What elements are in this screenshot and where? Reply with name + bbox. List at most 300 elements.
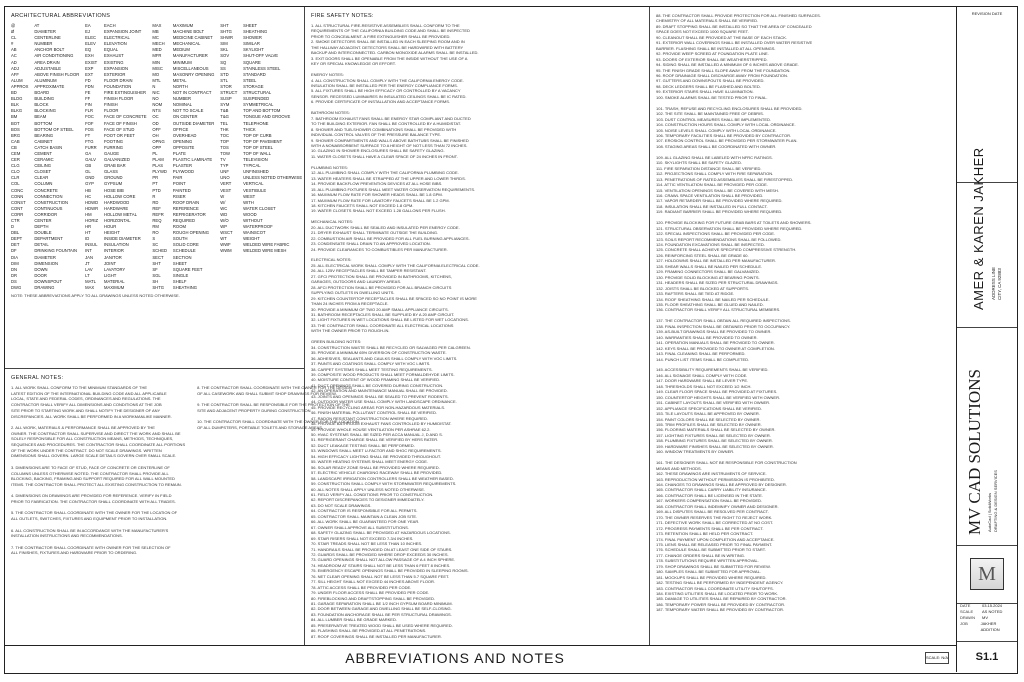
abbreviation-code: CER: [11, 157, 20, 163]
note-line: SENSOR. RECESSED LUMINAIRES IN INSULATED CEILINGS SHALL BE IC RATED.: [311, 93, 467, 99]
abbreviation-code: RD: [152, 199, 159, 205]
abbreviation-code: SHTG: [220, 29, 232, 35]
abbreviation-code: CLR: [11, 175, 20, 181]
note-line: GARAGES, OUTDOORS AND LAUNDRY AREAS.: [311, 279, 402, 285]
abbreviation-code: VERT: [220, 181, 232, 187]
note-line: THAN 24 INCHES FROM A RECEPTACLE.: [311, 301, 389, 307]
firm-block: [957, 327, 1017, 546]
abbreviation-meaning: SHUT-OFF VALVE: [243, 53, 279, 59]
project-info-value: 03.15.2024: [982, 603, 1003, 608]
abbreviation-meaning: UNLESS NOTED OTHERWISE: [243, 175, 303, 181]
abbreviation-meaning: OFFICE: [172, 126, 189, 132]
note-line: 173. RETENTION SHALL BE HELD PER CONTRACT.: [656, 531, 754, 537]
note-line: 56. SOLAR READY ZONE SHALL BE PROVIDED WHERE REQUIRED.: [311, 464, 440, 470]
abbreviation-meaning: FACE OF STUD: [103, 126, 135, 132]
abbreviation-code: CONST: [11, 199, 26, 205]
note-line: 13. WATER HEATERS SHALL BE STRAPPED AT THE UPPER AND LOWER THIRDS.: [311, 175, 466, 181]
note-line: 9. THE CONTRACTOR SHALL BE RESPONSIBLE FOR THE PROTECTION OF THE: [197, 402, 350, 408]
abbreviation-meaning: MAXIMUM: [103, 285, 125, 291]
note-line: 180. SAMPLES SHALL BE SUBMITTED FOR APPROVAL.: [656, 569, 761, 575]
note-line: 185. DAMAGE TO UTILITIES SHALL BE REPAIRED BY CONTRACTOR.: [656, 596, 787, 602]
abbreviation-meaning: METAL: [172, 77, 187, 83]
abbreviation-meaning: STAINLESS STEEL: [243, 65, 281, 71]
note-line: 158. PLUMBING FIXTURES SHALL BE SELECTED BY OWNER.: [656, 438, 773, 444]
note-line: ALL FINISHES, FIXTURES AND HARDWARE PRIOR TO ORDERING.: [11, 550, 138, 556]
note-line: ELECTRICAL NOTES:: [311, 257, 352, 263]
abbreviation-code: INSUL: [85, 242, 98, 248]
abbreviation-meaning: AIR CONDITIONING: [34, 53, 74, 59]
abbreviation-meaning: PAIR: [172, 175, 183, 181]
abbreviation-meaning: OPPOSITE: [172, 144, 195, 150]
abbreviation-meaning: CERAMIC: [34, 157, 54, 163]
abbreviation-code: FURR: [85, 144, 97, 150]
note-line: OF ALL CASEWORK AND SHALL SUBMIT SHOP DRAWINGS FOR REVIEW.: [197, 390, 337, 396]
note-line: 6. PROVIDE CERTIFICATE OF INSTALLATION AND ACCEPTANCE FORMS.: [311, 99, 450, 105]
abbreviation-code: SC: [152, 242, 159, 248]
abbreviation-meaning: NUMBER: [34, 41, 53, 47]
note-line: 6. ALL CONSTRUCTION SHALL BE IN ACCORDANCE WITH THE MANUFACTURER'S: [11, 527, 169, 533]
note-line: 77. SILL HEIGHT SHALL NOT EXCEED 44 INCHES ABOVE FLOOR.: [311, 579, 436, 585]
abbreviation-meaning: WEST: [243, 193, 256, 199]
abbreviation-meaning: TONGUE AND GROOVE: [243, 114, 291, 120]
abbreviation-code: MECH: [152, 41, 165, 47]
abbreviation-meaning: BOARD: [34, 90, 50, 96]
abbreviation-code: AFF: [11, 71, 19, 77]
note-line: 125. CONCRETE SHALL ACHIEVE SPECIFIED COMPRESSIVE STRENGTH.: [656, 247, 797, 253]
note-line: 101. TRASH, REFUSE AND RECYCLING ENCLOSURES SHALL BE PROVIDED.: [656, 105, 803, 111]
note-line: 27. GFCI PROTECTION SHALL BE PROVIDED IN BATHROOMS, KITCHENS,: [311, 273, 452, 279]
abbreviation-meaning: SQUARE: [243, 59, 261, 65]
abbreviation-code: W/: [220, 199, 226, 205]
abbreviation-code: MC: [152, 35, 159, 41]
note-line: 54. HIGH EFFICACY LIGHTING SHALL BE PROVIDED THROUGHOUT.: [311, 453, 441, 459]
abbreviation-code: UNO: [220, 175, 230, 181]
project-info: [957, 603, 1017, 642]
note-line: 12. ALL PLUMBING SHALL COMPLY WITH THE CALIFORNIA PLUMBING CODE.: [311, 170, 459, 176]
abbreviation-code: STL: [220, 77, 228, 83]
note-line: 154. PAINT COLORS SHALL BE SELECTED BY OWNER.: [656, 416, 761, 422]
note-line: 179. SHOP DRAWINGS SHALL BE SUBMITTED FOR REVIEW.: [656, 563, 771, 569]
abbreviation-meaning: MISCELLANEOUS: [172, 65, 209, 71]
note-line: 34. CONSTRUCTION WASTE SHALL BE RECYCLED OR SALVAGED PER CALGREEN.: [311, 344, 471, 350]
abbreviation-meaning: DOWNSPOUT: [34, 278, 62, 284]
note-line: 113. PENETRATIONS OF RATED ASSEMBLIES SHALL BE FIRESTOPPED.: [656, 176, 794, 182]
abbreviation-code: HB: [85, 187, 91, 193]
abbreviation-code: W/O: [220, 218, 229, 223]
note-line: 134. ROOF SHEATHING SHALL BE NAILED PER SCHEDULE.: [656, 296, 770, 302]
abbreviation-code: PTD: [152, 187, 161, 193]
note-line: 29. KITCHEN COUNTERTOP RECEPTACLES SHALL BE SPACED SO NO POINT IS MORE: [311, 295, 477, 301]
general-notes-left: [5, 385, 191, 556]
note-line: 58. LANDSCAPE IRRIGATION CONTROLLERS SHALL BE WEATHER BASED.: [311, 475, 454, 481]
abbreviation-meaning: REQUIRED: [172, 218, 196, 223]
abbreviation-code: LT: [85, 272, 90, 278]
abbreviation-meaning: VESTIBULE: [243, 187, 267, 193]
abbreviation-meaning: CENTER: [34, 218, 52, 223]
note-line: 3. EXIT DOORS SHALL BE OPENABLE FROM THE INSIDE WITHOUT THE USE OF A: [311, 55, 468, 61]
note-line: ITEMS. THE CONTRACTOR SHALL PROTECT ALL EXISTING CONSTRUCTION TO REMAIN.: [11, 481, 182, 487]
note-line: 38. CARPET SYSTEMS SHALL MEET TESTING REQUIREMENTS.: [311, 366, 433, 372]
note-line: 171. DEFECTIVE WORK SHALL BE CORRECTED AT NO COST.: [656, 520, 774, 526]
note-line: 52. DUCT LEAKAGE TESTING SHALL BE PERFORMED.: [311, 442, 415, 448]
abbreviation-meaning: FOOT OR FEET: [103, 132, 135, 138]
abbreviation-meaning: MINIMUM: [172, 59, 192, 65]
abbreviation-meaning: HOUR: [103, 224, 117, 230]
abbreviation-code: DEPT: [11, 236, 23, 242]
note-line: 28. AFCI PROTECTION SHALL BE PROVIDED FOR ALL BRANCH CIRCUITS: [311, 284, 452, 290]
note-line: 129. FRAMING CONNECTORS SHALL BE GALVANIZED.: [656, 269, 760, 275]
abbreviation-code: NTS: [152, 108, 161, 114]
abbreviation-meaning: STRUCTURAL: [243, 90, 272, 96]
abbreviation-code: OPNG: [152, 138, 165, 144]
abbreviation-meaning: VERTICAL: [243, 181, 264, 187]
note-line: 166. CONTRACTOR SHALL BE LICENSED IN THE STATE.: [656, 492, 763, 498]
abbreviation-code: SCHED: [152, 248, 168, 254]
sheet-title-bar: [5, 645, 957, 668]
note-line: 62. REPORT DISCREPANCIES TO DESIGNER IMMEDIATELY.: [311, 497, 425, 503]
abbreviation-code: DIM: [11, 260, 19, 266]
note-line: 87. ROOF COVERINGS SHALL BE INSTALLED PER MANUFACTURER.: [311, 633, 442, 639]
abbreviation-code: SH: [152, 278, 159, 284]
note-line: INSTALLATION INSTRUCTIONS AND RECOMMENDATIONS.: [11, 533, 123, 539]
note-line: 139. AS-BUILT DRAWINGS SHALL BE PROVIDED TO OWNER.: [656, 329, 772, 335]
abbreviations-footnote: NOTE: THESE ABBREVIATIONS APPLY TO ALL DRAWINGS UNLESS NOTED OTHERWISE.: [11, 293, 180, 299]
abbreviation-code: FLR: [85, 108, 93, 114]
abbreviation-meaning: WELDED WIRE FABRIC: [243, 242, 290, 248]
note-line: 104. CONSTRUCTION HOURS SHALL COMPLY WITH LOCAL ORDINANCE.: [656, 122, 796, 128]
abbreviation-meaning: PAINTED: [172, 187, 191, 193]
abbreviation-code: HDWR: [85, 205, 99, 211]
note-line: ALL OUTLETS, SWITCHES, FIXTURES AND EQUIPMENT PRIOR TO INSTALLATION.: [11, 516, 168, 522]
note-line: 102. THE SITE SHALL BE MAINTAINED FREE OF DEBRIS.: [656, 111, 764, 117]
abbreviation-code: MB: [152, 29, 159, 35]
abbreviation-code: S: [152, 236, 156, 242]
firm-name: MV CAD SOLUTIONS: [965, 369, 984, 535]
note-line: THE HALLWAY ADJACENT. DETECTORS SHALL BE HARDWIRED WITH BATTERY: [311, 44, 464, 50]
note-line: BARRIER. FLASHING SHALL BE INSTALLED AT ALL OPENINGS.: [656, 45, 776, 51]
abbreviation-meaning: ADJUSTABLE: [34, 65, 61, 71]
abbreviation-meaning: MAXIMUM: [172, 23, 194, 28]
abbreviation-meaning: BLOCKING: [34, 108, 56, 114]
abbreviation-code: SGL: [152, 272, 161, 278]
note-line: KEY OR SPECIAL KNOWLEDGE OR EFFORT.: [311, 61, 396, 67]
abbreviation-meaning: HARDWARE: [103, 205, 129, 211]
abbreviation-meaning: EACH: [103, 23, 116, 28]
note-line: 36. ADHESIVES, SEALANTS AND CAULKS SHALL COMPLY WITH VOC LIMITS.: [311, 355, 458, 361]
note-line: 7. THE CONTRACTOR SHALL COORDINATE WITH OWNER FOR THE SELECTION OF: [11, 544, 171, 550]
project-info-value: AS NOTED: [982, 609, 1003, 614]
abbreviation-code: T&G: [220, 114, 229, 120]
abbreviation-code: OC: [152, 114, 159, 120]
abbreviation-code: DS: [11, 278, 17, 284]
general-notes-heading: GENERAL NOTES:: [11, 375, 64, 381]
note-line: 161. THE DESIGNER SHALL NOT BE RESPONSIBLE FOR CONSTRUCTION: [656, 460, 797, 466]
abbreviation-code: HDWD: [85, 199, 99, 205]
note-line: MECHANICAL NOTES:: [311, 219, 354, 225]
note-line: 11. WATER CLOSETS SHALL HAVE A CLEAR SPACE OF 24 INCHES IN FRONT.: [311, 153, 458, 159]
abbreviation-code: TOS: [220, 144, 229, 150]
note-line: 96. ROOF DRAINAGE SHALL DISCHARGE AWAY FROM FOUNDATION.: [656, 72, 789, 78]
note-line: 120. PROVIDE BLOCKING FOR FUTURE GRAB BARS AT TOILETS AND SHOWERS.: [656, 220, 812, 226]
abbreviation-meaning: STORAGE: [243, 83, 264, 89]
abbreviation-code: HT: [85, 230, 91, 236]
note-line: 4. DIMENSIONS ON DRAWINGS ARE PROVIDED FOR REFERENCE. VERIFY IN FIELD: [11, 493, 172, 499]
project-info-value: MV: [982, 615, 988, 620]
note-line: 183. CONTRACTOR SHALL COORDINATE UTILITY SHUTOFFS.: [656, 585, 774, 591]
abbreviation-meaning: ON CENTER: [172, 114, 198, 120]
abbreviation-code: WWF: [220, 242, 231, 248]
note-line: 69. STAIR RISERS SHALL NOT EXCEED 7-3/4 INCHES.: [311, 535, 414, 541]
abbreviation-meaning: REFRIGERATOR: [172, 211, 206, 217]
abbreviation-code: CLO: [11, 169, 20, 175]
note-line: 105. NOISE LEVELS SHALL COMPLY WITH LOCAL ORDINANCE.: [656, 127, 777, 133]
project-info-label: JOB: [960, 621, 968, 626]
abbreviation-code: JAN: [85, 254, 93, 260]
abbreviation-code: EXIST: [85, 59, 98, 65]
note-line: 1. ALL WORK SHALL CONFORM TO THE MINIMUM STANDARDS OF THE: [11, 385, 148, 390]
abbreviations-table: [11, 23, 304, 291]
note-line: 163. REPRODUCTION WITHOUT PERMISSION IS PROHIBITED.: [656, 476, 775, 482]
abbreviation-meaning: WATERPROOF: [243, 224, 273, 230]
abbreviation-meaning: SHOWER: [243, 35, 262, 41]
note-line: 45. PROVIDE RECYCLING AREAS FOR NON-HAZARDOUS MATERIALS.: [311, 404, 446, 410]
note-line: 162. THESE DRAWINGS ARE INSTRUMENTS OF SERVICE.: [656, 471, 767, 477]
note-line: 5. ALL FIXTURES SHALL BE HIGH EFFICACY OR CONTROLLED BY A VACANCY: [311, 88, 461, 94]
note-line: 176. SCHEDULE SHALL BE SUBMITTED PRIOR TO START.: [656, 547, 766, 553]
note-line: 25. ALL ELECTRICAL WORK SHALL COMPLY WITH THE CALIFORNIA ELECTRICAL CODE.: [311, 262, 480, 268]
note-line: 124. FOUNDATION EXCAVATIONS SHALL BE INSPECTED.: [656, 242, 765, 248]
note-line: INSULATION SHALL BE INSTALLED PER THE ENERGY COMPLIANCE FORMS.: [311, 82, 458, 88]
abbreviation-code: SHT: [220, 23, 229, 28]
abbreviation-code: PL: [152, 150, 158, 156]
abbreviation-meaning: GRAB BAR: [103, 163, 126, 169]
abbreviation-code: BOT: [11, 120, 20, 126]
note-line: 68. SAFETY GLAZING SHALL BE PROVIDED AT HAZARDOUS LOCATIONS.: [311, 530, 451, 536]
abbreviation-code: SHWR: [220, 35, 234, 41]
revision-block: [957, 7, 1017, 183]
note-line: 151. CABINET LAYOUTS SHALL BE VERIFIED WITH OWNER.: [656, 400, 771, 406]
firm-logo: [957, 545, 1017, 604]
note-line: 172. PROGRESS PAYMENTS SHALL BE PER CONTRACT.: [656, 525, 764, 531]
abbreviation-meaning: CLEAR: [34, 175, 49, 181]
abbreviation-code: DR: [11, 272, 18, 278]
abbreviation-code: [220, 285, 239, 291]
abbreviation-meaning: MATERIAL: [103, 278, 125, 284]
abbreviation-code: HC: [85, 193, 92, 199]
abbreviation-code: MFR: [152, 53, 162, 59]
note-line: 98. DECK LEDGERS SHALL BE FLASHED AND BOLTED.: [656, 83, 761, 89]
abbreviation-code: WT: [220, 236, 227, 242]
abbreviation-code: N: [152, 83, 156, 89]
abbreviation-meaning: CABINET: [34, 138, 53, 144]
abbreviation-meaning: NORTH: [172, 83, 188, 89]
abbreviation-meaning: HEIGHT: [103, 230, 120, 236]
abbreviation-code: STRUCT: [220, 90, 238, 96]
abbreviation-code: FTG: [85, 138, 94, 144]
note-line: 147. DOOR HARDWARE SHALL BE LEVER TYPE.: [656, 378, 749, 384]
abbreviation-meaning: MEDIUM: [172, 47, 190, 53]
abbreviation-meaning: TOP OF PAVEMENT: [243, 138, 283, 144]
note-line: 116. CRAWL SPACE VENTILATION SHALL BE PROVIDED.: [656, 192, 764, 198]
note-line: 133. RAFTERS SHALL BE TIED AT RIDGE.: [656, 291, 735, 297]
note-line: 10. THE CONTRACTOR SHALL COORDINATE WITH THE OWNER FOR THE LOCATION: [197, 419, 359, 425]
note-line: 66. ALL WORK SHALL BE GUARANTEED FOR ONE YEAR.: [311, 519, 420, 525]
note-line: 100. SMOKE ALARMS SHALL BE TESTED PRIOR TO FINAL.: [656, 94, 768, 100]
note-line: 8. THE CONTRACTOR SHALL COORDINATE WITH THE OWNER FOR THE DESIGN: [197, 385, 352, 390]
abbreviation-code: NIC: [152, 90, 160, 96]
abbreviation-meaning: SKYLIGHT: [243, 47, 264, 53]
abbreviation-code: STOR: [220, 83, 232, 89]
note-line: 16. MAXIMUM FLOW RATE FOR SHOWER HEADS SHALL BE 1.8 GPM.: [311, 192, 443, 198]
note-line: 95. THE FINISH GRADE SHALL SLOPE AWAY FROM THE FOUNDATION.: [656, 67, 791, 73]
note-line: 178. SUBSTITUTIONS REQUIRE WRITTEN APPROVAL.: [656, 558, 759, 564]
abbreviation-meaning: DOWN: [34, 266, 48, 272]
abbreviation-meaning: CENTERLINE: [34, 35, 61, 41]
note-line: 127. HOLDOWNS SHALL BE INSTALLED PER MANUFACTURER.: [656, 258, 777, 264]
abbreviation-code: GA: [85, 150, 92, 156]
note-line: SPACE DOES NOT EXCEED 1000 SQUARE FEET.: [656, 29, 749, 35]
abbreviation-meaning: SYMMETRICAL: [243, 102, 274, 108]
abbreviation-meaning: DIAMETER: [34, 29, 56, 35]
abbreviation-meaning: BOTTOM OF STEEL: [34, 126, 74, 132]
note-line: 90. CLEANOUT SHALL BE PROVIDED AT THE BASE OF EACH STACK.: [656, 34, 788, 40]
abbreviation-code: PLAS: [152, 163, 164, 169]
abbreviation-meaning: SOUTH: [172, 236, 188, 242]
abbreviation-code: EXT: [85, 71, 94, 77]
abbreviation-meaning: OPENING: [172, 138, 193, 144]
note-line: 65. CONTRACTOR SHALL MAINTAIN A CLEAN JOB SITE.: [311, 513, 418, 519]
note-line: 145. ACCESSIBILITY REQUIREMENTS SHALL BE VERIFIED.: [656, 367, 769, 373]
client-name: AMER & KAREN JAKHER: [971, 147, 986, 310]
abbreviation-code: BLK: [11, 102, 19, 108]
note-line: GREEN BUILDING NOTES:: [311, 339, 362, 345]
note-line: 89. DRAFT STOPPING SHALL BE INSTALLED SO THAT THE AREA OF CONCEALED: [656, 23, 812, 29]
abbreviation-code: EQ: [85, 47, 92, 53]
note-line: 73. GUARD OPENINGS SHALL NOT ALLOW PASSAGE OF A 4 INCH SPHERE.: [311, 557, 456, 563]
abbreviation-meaning: WELDED WIRE MESH: [243, 248, 287, 254]
abbreviation-meaning: MANUFACTURER: [172, 53, 208, 59]
abbreviation-code: SHT: [152, 260, 161, 266]
note-line: 181. MOCKUPS SHALL BE PROVIDED WHERE REQUIRED.: [656, 574, 767, 580]
abbreviation-meaning: CONTINUOUS: [34, 205, 63, 211]
note-line: 174. FINAL PAYMENT UPON COMPLETION AND ACCEPTANCE.: [656, 536, 775, 542]
abbreviation-meaning: BEAM: [34, 114, 47, 120]
abbreviation-meaning: FOUNDATION: [103, 83, 132, 89]
abbreviation-meaning: BUILDING: [34, 96, 55, 102]
note-line: 132. JOISTS SHALL BE BLOCKED AT SUPPORTS.: [656, 285, 749, 291]
note-line: 115. VENTILATION OPENINGS SHALL BE COVERED WITH MESH.: [656, 187, 779, 193]
abbreviation-meaning: HOSE BIB: [103, 187, 124, 193]
right-notes-panel: [650, 7, 957, 645]
abbreviation-meaning: ROUGH OPENING: [172, 230, 209, 236]
abbreviation-code: OFF: [152, 126, 161, 132]
abbreviation-meaning: EXISTING: [103, 59, 124, 65]
abbreviation-meaning: HORIZONTAL: [103, 218, 131, 223]
note-line: 156. FLOORING MATERIALS SHALL BE SELECTED BY OWNER.: [656, 427, 776, 433]
abbreviation-code: HM: [85, 211, 92, 217]
abbreviation-meaning: OVERHEAD: [172, 132, 197, 138]
note-line: 92. PROVIDE WEEP SCREED AT FOUNDATION PLATE LINE.: [656, 51, 769, 57]
abbreviation-meaning: EXPANSION JOINT: [103, 29, 142, 35]
note-line: 112. PROJECTIONS SHALL COMPLY WITH FIRE SEPARATION.: [656, 171, 774, 177]
note-line: 143. FINAL CLEANING SHALL BE PERFORMED.: [656, 351, 746, 357]
note-line: 33. THE CONTRACTOR SHALL COORDINATE ALL ELECTRICAL LOCATIONS: [311, 322, 454, 328]
abbreviation-code: ELEC: [85, 35, 97, 41]
note-line: 142. KEYS SHALL BE PROVIDED TO OWNER AT COMPLETION.: [656, 345, 775, 351]
abbreviation-meaning: WATER CLOSET: [243, 205, 276, 211]
logo-icon: M: [970, 558, 1004, 590]
abbreviation-meaning: REFERENCE: [172, 205, 199, 211]
note-line: 40. MOISTURE CONTENT OF WOOD FRAMING SHALL BE VERIFIED.: [311, 377, 441, 383]
abbreviation-meaning: CEMENT: [34, 150, 52, 156]
abbreviation-meaning: HOLLOW METAL: [103, 211, 137, 217]
abbreviation-meaning: DOOR: [34, 272, 47, 278]
abbreviation-code: FE: [85, 90, 91, 96]
note-line: 74. HEADROOM AT STAIRS SHALL NOT BE LESS THAN 6 FEET 8 INCHES.: [311, 562, 451, 568]
abbreviation-code: CONN: [11, 193, 24, 199]
note-line: 106. TEMPORARY FACILITIES SHALL BE PROVIDED BY CONTRACTOR.: [656, 132, 792, 138]
abbreviation-meaning: EQUAL: [103, 47, 119, 53]
abbreviation-meaning: MACHINE BOLT: [172, 29, 205, 35]
abbreviation-code: SKL: [220, 47, 229, 53]
abbreviation-meaning: PLATE: [172, 150, 186, 156]
note-line: 17. MAXIMUM FLOW RATE FOR LAVATORY FAUCETS SHALL BE 1.2 GPM.: [311, 197, 450, 203]
note-line: 46. FINISH MATERIAL POLLUTANT CONTROL SHALL BE VERIFIED.: [311, 410, 438, 416]
note-line: 20. ALL DUCTWORK SHALL BE SEALED AND INSULATED PER ENERGY CODE.: [311, 224, 460, 230]
abbreviation-code: DN: [11, 266, 18, 272]
abbreviation-code: BLKG: [11, 108, 23, 114]
note-line: OF ALL DUMPSTERS, PORTABLE TOILETS AND STORAGE AREAS.: [197, 424, 324, 430]
note-line: 118. INSULATION SHALL BE INSTALLED IN FULL CONTACT.: [656, 203, 768, 209]
abbreviation-meaning: ROOF DRAIN: [172, 199, 200, 205]
note-line: 2. SMOKE DETECTORS SHALL BE INSTALLED IN EACH SLEEPING ROOM AND IN: [311, 39, 465, 45]
abbreviation-meaning: SQUARE FEET: [172, 266, 203, 272]
abbreviation-meaning: ABOVE FINISH FLOOR: [34, 71, 80, 77]
note-line: 76. NET CLEAR OPENING SHALL NOT BE LESS THAN 5.7 SQUARE FEET.: [311, 573, 450, 579]
abbreviation-code: FOC: [85, 114, 94, 120]
note-line: 111. FIRE SEPARATION DISTANCE SHALL BE VERIFIED.: [656, 165, 762, 171]
note-line: BLOCKING, BACKING, FRAMING AND SUPPORT REQUIRED FOR ALL WALL MOUNTED: [11, 476, 175, 482]
note-line: BACKUP AND INTERCONNECTED. CARBON MONOXIDE ALARMS SHALL BE INSTALLED.: [311, 50, 479, 56]
abbreviation-meaning: STANDARD: [243, 71, 266, 77]
project-info-row: [957, 621, 1017, 633]
abbreviation-meaning: ELEVATION: [103, 41, 127, 47]
note-line: 93. DOORS OF EXTERIOR SHALL BE WEATHERSTRIPPED.: [656, 56, 768, 62]
abbreviation-meaning: ALUMINUM: [34, 77, 57, 83]
abbreviation-code: STD: [220, 71, 229, 77]
scale-label: SCALE: N/A: [925, 652, 949, 664]
abbreviation-meaning: TOP AND BOTTOM: [243, 108, 281, 114]
abbreviation-code: SYM: [220, 102, 230, 108]
abbreviation-code: ID: [85, 236, 90, 242]
note-line: 50. HVAC SYSTEMS SHALL BE SIZED PER ACCA MANUAL J, D AND S.: [311, 431, 443, 437]
abbreviation-meaning: SHEATHING: [172, 285, 198, 291]
note-line: INDIVIDUAL CONTROL VALVES OF THE PRESSURE BALANCE TYPE.: [311, 132, 442, 138]
note-line: 122. SPECIAL INSPECTIONS SHALL BE PROVIDED PER CODE.: [656, 231, 776, 237]
note-line: 49. PROVIDE WHOLE HOUSE VENTILATION PER ASHRAE 62.2.: [311, 426, 431, 432]
abbreviation-meaning: CLOSET: [34, 169, 52, 175]
abbreviation-meaning: NOMINAL: [172, 102, 192, 108]
note-line: 83. FOUNDATION ANCHORAGE SHALL BE PER STRUCTURAL DRAWINGS.: [311, 611, 452, 617]
sheet-title: ABBREVIATIONS AND NOTES: [345, 650, 565, 666]
abbreviation-meaning: BEARING: [34, 132, 54, 138]
note-line: 140. WARRANTIES SHALL BE PROVIDED TO OWNER.: [656, 334, 758, 340]
note-line: 130. PROVIDE SOLID BLOCKING AT BEARING POINTS.: [656, 274, 760, 280]
note-line: LATEST EDITION OF THE INTERNATIONAL BUILDING CODE AND ALL APPLICABLE: [11, 390, 167, 396]
abbreviation-meaning: DIMENSION: [34, 260, 59, 266]
abbreviation-code: RO: [152, 230, 159, 236]
abbreviation-meaning: SHEATHING: [243, 29, 268, 35]
